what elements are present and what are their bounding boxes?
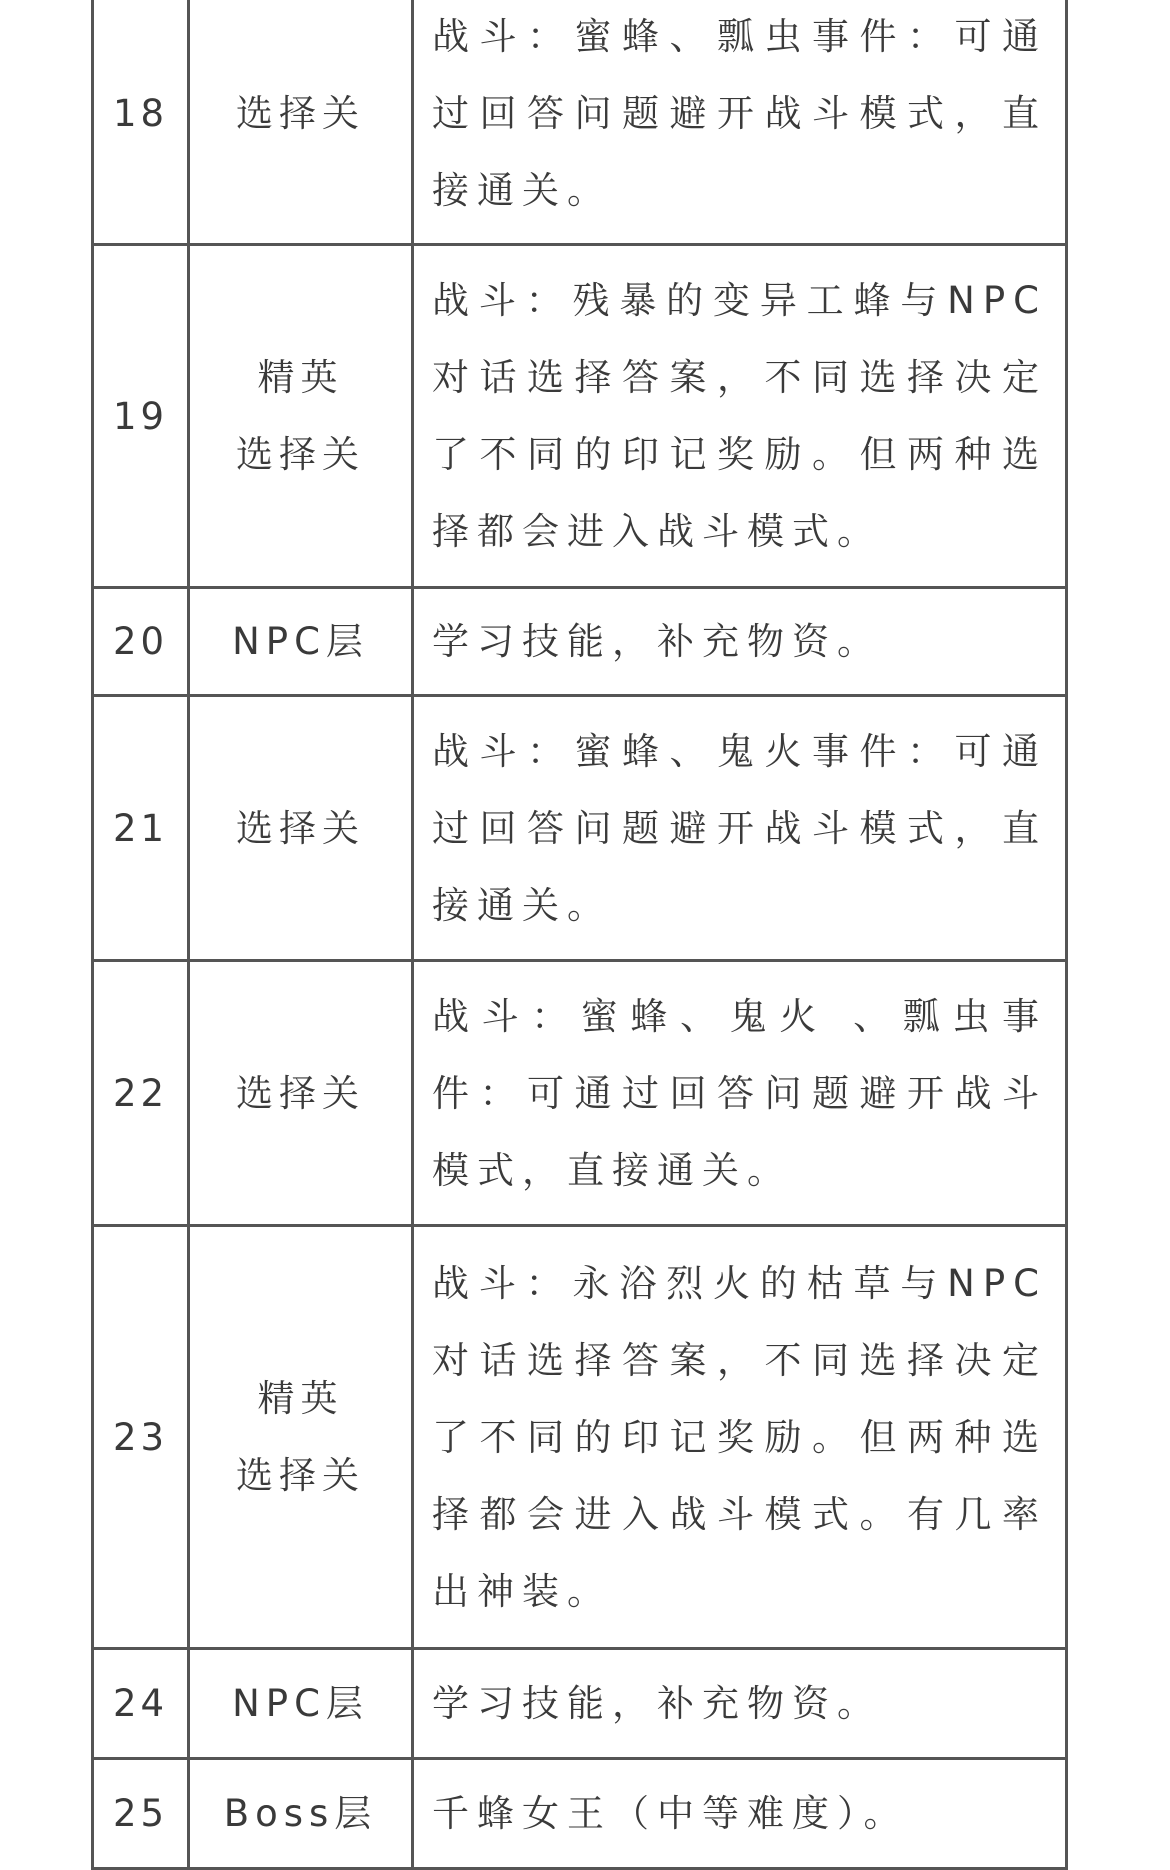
floor-table-container	[91, 0, 1065, 1870]
floor-description: 战斗：蜜蜂、瓢虫事件：可通过回答问题避开战斗模式，直接通关。	[413, 0, 1067, 245]
table-row	[93, 245, 1067, 588]
floor-type: NPC层	[189, 588, 413, 696]
floor-number: 21	[93, 696, 189, 961]
table-row	[93, 0, 1067, 245]
floor-description: 千蜂女王（中等难度）。	[413, 1759, 1067, 1869]
floor-description: 战斗：永浴烈火的枯草与NPC对话选择答案，不同选择决定了不同的印记奖励。但两种选择都会进入战斗模式。有几率出神装。	[413, 1226, 1067, 1649]
table-row	[93, 588, 1067, 696]
table-row	[93, 1759, 1067, 1869]
floor-type: Boss层	[189, 1759, 413, 1869]
table-row	[93, 1226, 1067, 1649]
floor-number: 18	[93, 0, 189, 245]
floor-table	[91, 0, 1068, 1870]
floor-number: 20	[93, 588, 189, 696]
floor-description: 学习技能，补充物资。	[413, 588, 1067, 696]
table-row	[93, 1649, 1067, 1759]
floor-number: 24	[93, 1649, 189, 1759]
floor-type: 精英 选择关	[189, 1226, 413, 1649]
floor-type: 选择关	[189, 696, 413, 961]
table-row	[93, 696, 1067, 961]
floor-description: 学习技能，补充物资。	[413, 1649, 1067, 1759]
table-row	[93, 961, 1067, 1226]
floor-type: 选择关	[189, 0, 413, 245]
floor-number: 22	[93, 961, 189, 1226]
floor-number: 19	[93, 245, 189, 588]
floor-description: 战斗：残暴的变异工蜂与NPC对话选择答案，不同选择决定了不同的印记奖励。但两种选择都会进入战斗模式。	[413, 245, 1067, 588]
floor-type: NPC层	[189, 1649, 413, 1759]
floor-description: 战斗：蜜蜂、鬼火 、瓢虫事件：可通过回答问题避开战斗模式，直接通关。	[413, 961, 1067, 1226]
floor-type: 选择关	[189, 961, 413, 1226]
floor-description: 战斗：蜜蜂、鬼火事件：可通过回答问题避开战斗模式，直接通关。	[413, 696, 1067, 961]
floor-number: 23	[93, 1226, 189, 1649]
floor-number: 25	[93, 1759, 189, 1869]
floor-type: 精英 选择关	[189, 245, 413, 588]
